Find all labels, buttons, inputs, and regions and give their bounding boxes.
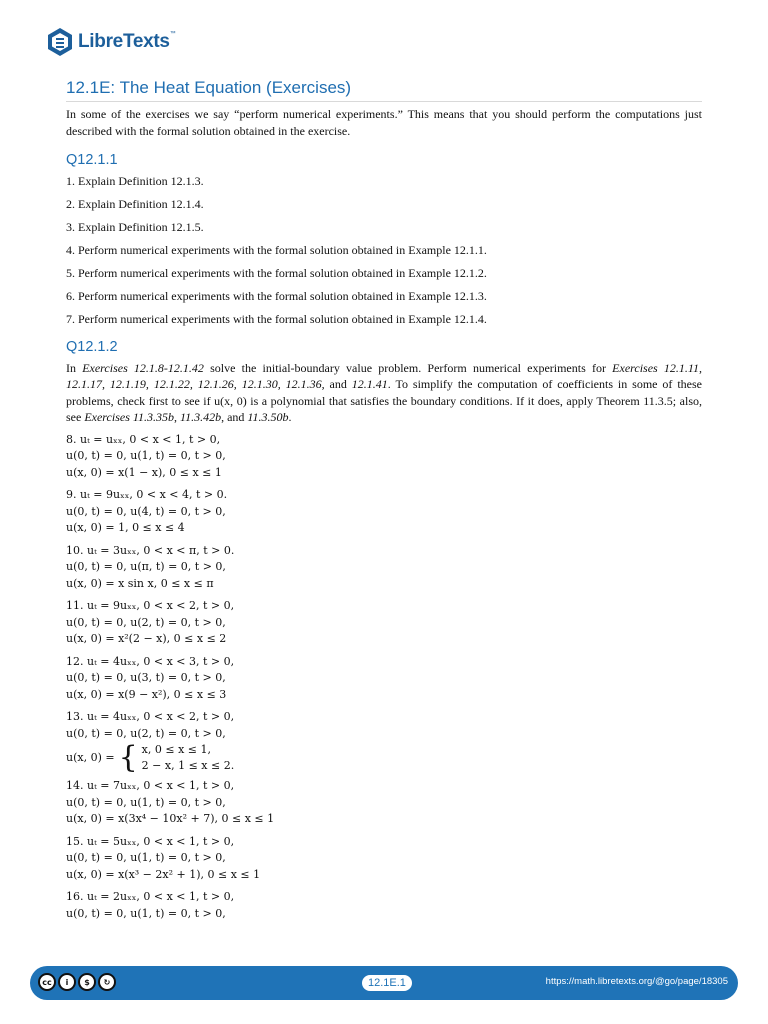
exercise-item: 4. Perform numerical experiments with the formal solution obtained in Example 12.1.1.: [66, 242, 487, 257]
libretexts-logo-icon: [46, 27, 74, 57]
page-footer: [30, 966, 738, 1000]
exercise-13: 13. uₜ = 4uₓₓ, 0 < x < 2, t > 0, u(0, t) = 0, u(2, t) = 0, t > 0, u(x, 0) = { x, 0 ≤ x ≤ 1, 2 − x, 1 ≤ x ≤ 2.: [66, 709, 702, 774]
intro-paragraph: In some of the exercises we say “perform numerical experiments.” This means that you should perform the computations just described with the formal solution obtained in the exercise.: [66, 107, 702, 138]
exercise-16: 16. uₜ = 2uₓₓ, 0 < x < 1, t > 0, u(0, t) = 0, u(1, t) = 0, t > 0,: [66, 890, 235, 920]
exercise-11: 11. uₜ = 9uₓₓ, 0 < x < 2, t > 0, u(0, t) = 0, u(2, t) = 0, t > 0, u(x, 0) = x²(2 − x), 0 ≤ x ≤ 2: [66, 599, 235, 645]
exercise-9: 9. uₜ = 9uₓₓ, 0 < x < 4, t > 0. u(0, t) = 0, u(4, t) = 0, t > 0, u(x, 0) = 1, 0 ≤ x ≤ 4: [66, 488, 228, 534]
by-icon: i: [58, 973, 76, 991]
cc-icon: cc: [38, 973, 56, 991]
exercise-item: 2. Explain Definition 12.1.4.: [66, 196, 204, 211]
exercise-15: 15. uₜ = 5uₓₓ, 0 < x < 1, t > 0, u(0, t) = 0, u(1, t) = 0, t > 0, u(x, 0) = x(x³ − 2x² + 1), 0 ≤ x ≤ 1: [66, 834, 261, 881]
exercise-item: 3. Explain Definition 12.1.5.: [66, 219, 204, 234]
section-heading-q12-1-2: Q12.1.2: [66, 339, 118, 355]
page-url[interactable]: https://math.libretexts.org/@go/page/18305: [545, 976, 728, 987]
logo-text: LibreTexts™: [78, 31, 176, 52]
left-brace-icon: {: [118, 740, 138, 775]
exercise-14: 14. uₜ = 7uₓₓ, 0 < x < 1, t > 0, u(0, t) = 0, u(1, t) = 0, t > 0, u(x, 0) = x(3x⁴ − 10x² + 7), 0 ≤ x ≤ 1: [66, 779, 275, 825]
cc-license-badge[interactable]: [38, 973, 116, 991]
nc-icon: $: [78, 973, 96, 991]
page-title: 12.1E: The Heat Equation (Exercises): [66, 78, 702, 102]
sa-icon: ↻: [98, 973, 116, 991]
exercise-item: 6. Perform numerical experiments with the formal solution obtained in Example 12.1.3.: [66, 288, 487, 303]
libretexts-logo[interactable]: [46, 27, 175, 57]
exercise-item: 1. Explain Definition 12.1.3.: [66, 173, 204, 188]
exercise-10: 10. uₜ = 3uₓₓ, 0 < x < π, t > 0. u(0, t) = 0, u(π, t) = 0, t > 0, u(x, 0) = x sin x, 0 ≤ x ≤ π: [66, 543, 235, 590]
page-number: 12.1E.1: [362, 975, 412, 991]
q12-1-2-instructions: In Exercises 12.1.8-12.1.42 solve the initial-boundary value problem. Perform numerical experiments for Exercises 12.1.11, 12.1.17, 12.1.19, 12.1.22, 12.1.26, 12.1.30, 12.1.36, and 12.1.41. To simplify the computation of coefficients in some of these problems, check first to see if u(x, 0) is a polynomial that satisfies the boundary conditions. If it does, apply Theorem 11.3.5; also, see Exercises 11.3.35b, 11.3.42b, and 11.3.50b.: [66, 360, 702, 424]
exercise-item: 7. Perform numerical experiments with the formal solution obtained in Example 12.1.4.: [66, 311, 487, 326]
page-content: [66, 106, 702, 922]
exercise-12: 12. uₜ = 4uₓₓ, 0 < x < 3, t > 0, u(0, t) = 0, u(3, t) = 0, t > 0, u(x, 0) = x(9 − x²), 0 ≤ x ≤ 3: [66, 654, 235, 701]
piecewise-definition: u(x, 0) = { x, 0 ≤ x ≤ 1, 2 − x, 1 ≤ x ≤ 2.: [66, 740, 235, 775]
exercise-item: 5. Perform numerical experiments with the formal solution obtained in Example 12.1.2.: [66, 265, 487, 280]
exercise-8: 8. uₜ = uₓₓ, 0 < x < 1, t > 0, u(0, t) = 0, u(1, t) = 0, t > 0, u(x, 0) = x(1 − x), 0 ≤ x ≤ 1: [66, 432, 226, 479]
exercise-list-q12-1-1: [66, 173, 702, 328]
section-heading-q12-1-1: Q12.1.1: [66, 152, 118, 168]
